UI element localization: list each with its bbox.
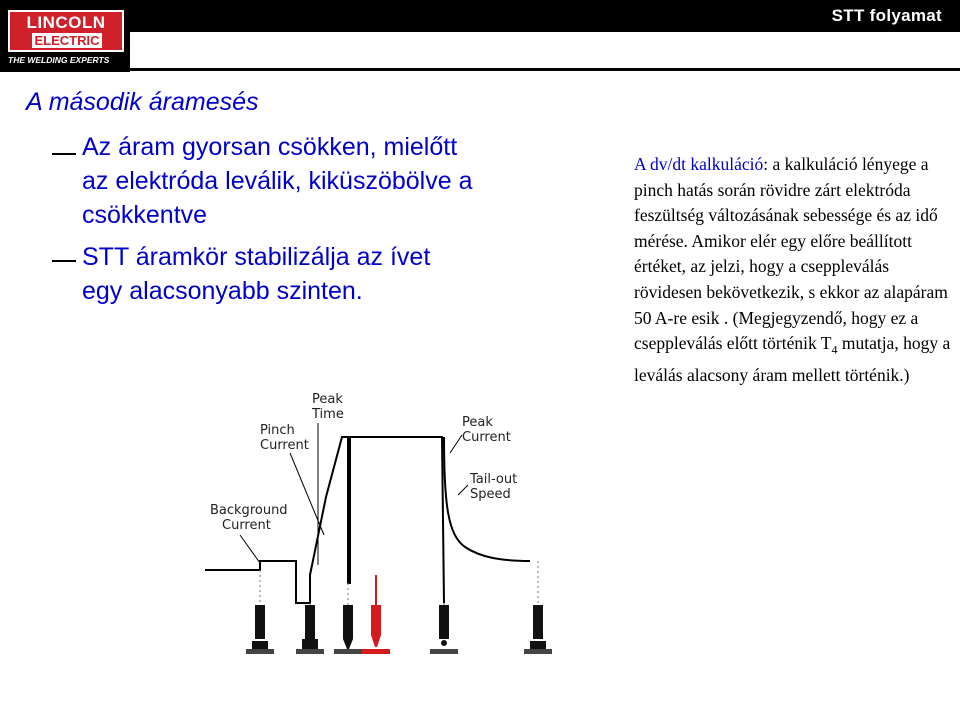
bullet-1-line1: Az áram gyorsan csökken, mielőtt	[82, 133, 458, 161]
pointer-peak-current	[450, 435, 462, 453]
bullet-1	[82, 130, 542, 232]
logo-line2: ELECTRIC	[32, 33, 102, 48]
logo-box	[8, 10, 124, 52]
electrode-5	[430, 605, 458, 654]
header-title: STT folyamat	[831, 6, 942, 25]
lincoln-logo	[0, 0, 130, 72]
label-peak-current-1: Peak	[462, 415, 493, 430]
pointer-pinch	[290, 453, 324, 535]
time-markers	[260, 561, 538, 615]
header-rule	[130, 68, 960, 71]
bullet-2-line2: egy alacsonyabb szinten.	[82, 277, 363, 305]
label-peak-current-2: Current	[462, 430, 511, 445]
desc-part2: mutatja, hogy a leválás alacsony áram mellett történik.)	[634, 333, 951, 386]
desc-part1: : a kalkuláció lényege a pinch hatás során rövidre zárt elektróda feszültség változásának sebessége és az idő mérése. Amikor elér egy előre beállított értéket, az jelzi, hogy a cseppleválás rövidesen bekövetkezik, s ekkor az alapáram 50 A-re esik . (Megjegyzendő, hogy ez a cseppleválás előtt történik T	[634, 154, 948, 354]
dvdt-highlight: A dv/dt kalkuláció	[634, 154, 764, 174]
bullet-dash	[52, 260, 76, 262]
pointer-background	[240, 535, 260, 563]
bullet-2	[82, 240, 542, 308]
label-background-1: Background	[210, 503, 288, 518]
electrode-3	[334, 605, 362, 654]
stt-waveform-diagram	[200, 385, 560, 660]
label-peak-time-1: Peak	[312, 392, 343, 407]
electrode-1	[246, 605, 274, 654]
bullet-1-line3: csökkentve	[82, 201, 208, 229]
electrode-2	[296, 605, 324, 654]
bullet-2-line1: STT áramkör stabilizálja az ívet	[82, 243, 431, 271]
label-tailout-2: Speed	[470, 487, 511, 502]
bullet-dash	[52, 153, 76, 155]
logo-line1: LINCOLN	[26, 13, 106, 32]
header-bar	[0, 0, 960, 32]
dvdt-description	[634, 152, 954, 389]
label-pinch-2: Current	[260, 438, 309, 453]
desc-subscript: 4	[831, 342, 838, 357]
bullet-1-line2: az elektróda leválik, kiküszöbölve a	[82, 167, 473, 195]
label-tailout-1: Tail-out	[470, 472, 518, 487]
slide-title: A második áramesés	[26, 88, 259, 116]
label-background-2: Current	[222, 518, 271, 533]
pointer-tailout	[458, 485, 468, 495]
electrode-row	[246, 605, 552, 654]
label-peak-time-2: Time	[312, 407, 344, 422]
logo-tagline: THE WELDING EXPERTS	[8, 55, 110, 65]
electrode-4-highlighted	[362, 605, 390, 654]
electrode-6	[524, 605, 552, 654]
slide-header	[0, 0, 960, 72]
label-pinch-1: Pinch	[260, 423, 295, 438]
